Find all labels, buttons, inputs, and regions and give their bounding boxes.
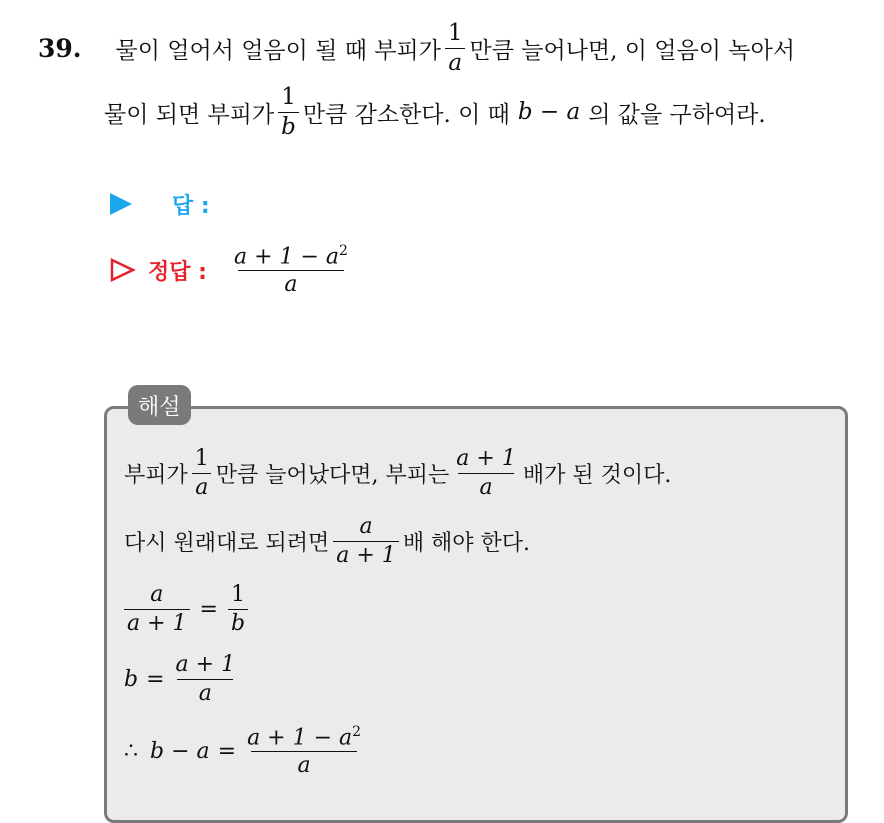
- equals-sign: =: [146, 666, 165, 692]
- answer-row: [110, 190, 210, 218]
- question-text-2c: 의 값을 구하여라.: [588, 101, 766, 128]
- equals-sign: =: [217, 738, 237, 764]
- explanation-text-1c: 배가 된 것이다.: [522, 462, 672, 488]
- explanation-text-1b: 만큼 늘어났다면, 부피는: [215, 462, 450, 488]
- question-text-2a: 물이 되면 부피가: [104, 101, 275, 128]
- explanation-frac-3: $\frac{a}{a + 1}$: [333, 515, 399, 566]
- equals-sign: =: [199, 596, 218, 622]
- explanation-frac-2: $\frac{a + 1}{a}$: [456, 446, 516, 500]
- question-text-1b: 만큼 늘어나면, 이 얼음이 녹아서: [469, 37, 795, 64]
- therefore-symbol: ∴: [124, 738, 138, 764]
- explanation-line-2: [124, 510, 530, 572]
- explanation-frac-5: $\frac{1}{b}$: [228, 583, 248, 634]
- question-line-2: [104, 82, 766, 142]
- question-text-1a: 물이 얼어서 얼음이 될 때 부피가: [115, 37, 441, 64]
- question-expr: b − a: [517, 99, 581, 125]
- explanation-text-2b: 배 해야 한다.: [402, 530, 531, 556]
- outline-triangle-icon: [110, 258, 136, 282]
- fraction-one-over-a: $\frac{1}{a}$: [445, 21, 466, 74]
- explanation-frac-1: $\frac{1}{a}$: [192, 447, 212, 498]
- correct-answer-fraction: $\frac{a + 1 - a^2}{a}$: [233, 242, 348, 298]
- correct-answer-row: [110, 240, 355, 300]
- explanation-line-1: [124, 442, 671, 504]
- question-line-1: [38, 18, 795, 78]
- play-icon: [110, 193, 132, 215]
- question-text-2b: 만큼 감소한다. 이 때: [302, 101, 510, 128]
- answer-label: 답 :: [172, 193, 210, 219]
- explanation-line-3: [124, 578, 252, 640]
- explanation-line-5: [124, 718, 368, 784]
- explanation-text-1a: 부피가: [124, 462, 188, 488]
- explanation-tag: 해설: [128, 385, 191, 425]
- correct-answer-label: 정답 :: [148, 259, 207, 285]
- explanation-frac-7: $\frac{a + 1 - a^2}{a}$: [247, 723, 362, 779]
- explanation-line-4: [124, 648, 242, 710]
- lhs-b: b: [124, 666, 139, 692]
- explanation-text-2a: 다시 원래대로 되려면: [124, 530, 330, 556]
- explanation-frac-6: $\frac{a + 1}{a}$: [175, 652, 236, 706]
- question-number: 39.: [38, 33, 82, 63]
- lhs-b-minus-a: b − a: [150, 738, 210, 764]
- fraction-one-over-b: $\frac{1}{b}$: [278, 85, 299, 138]
- explanation-frac-4: $\frac{a}{a + 1}$: [124, 583, 190, 634]
